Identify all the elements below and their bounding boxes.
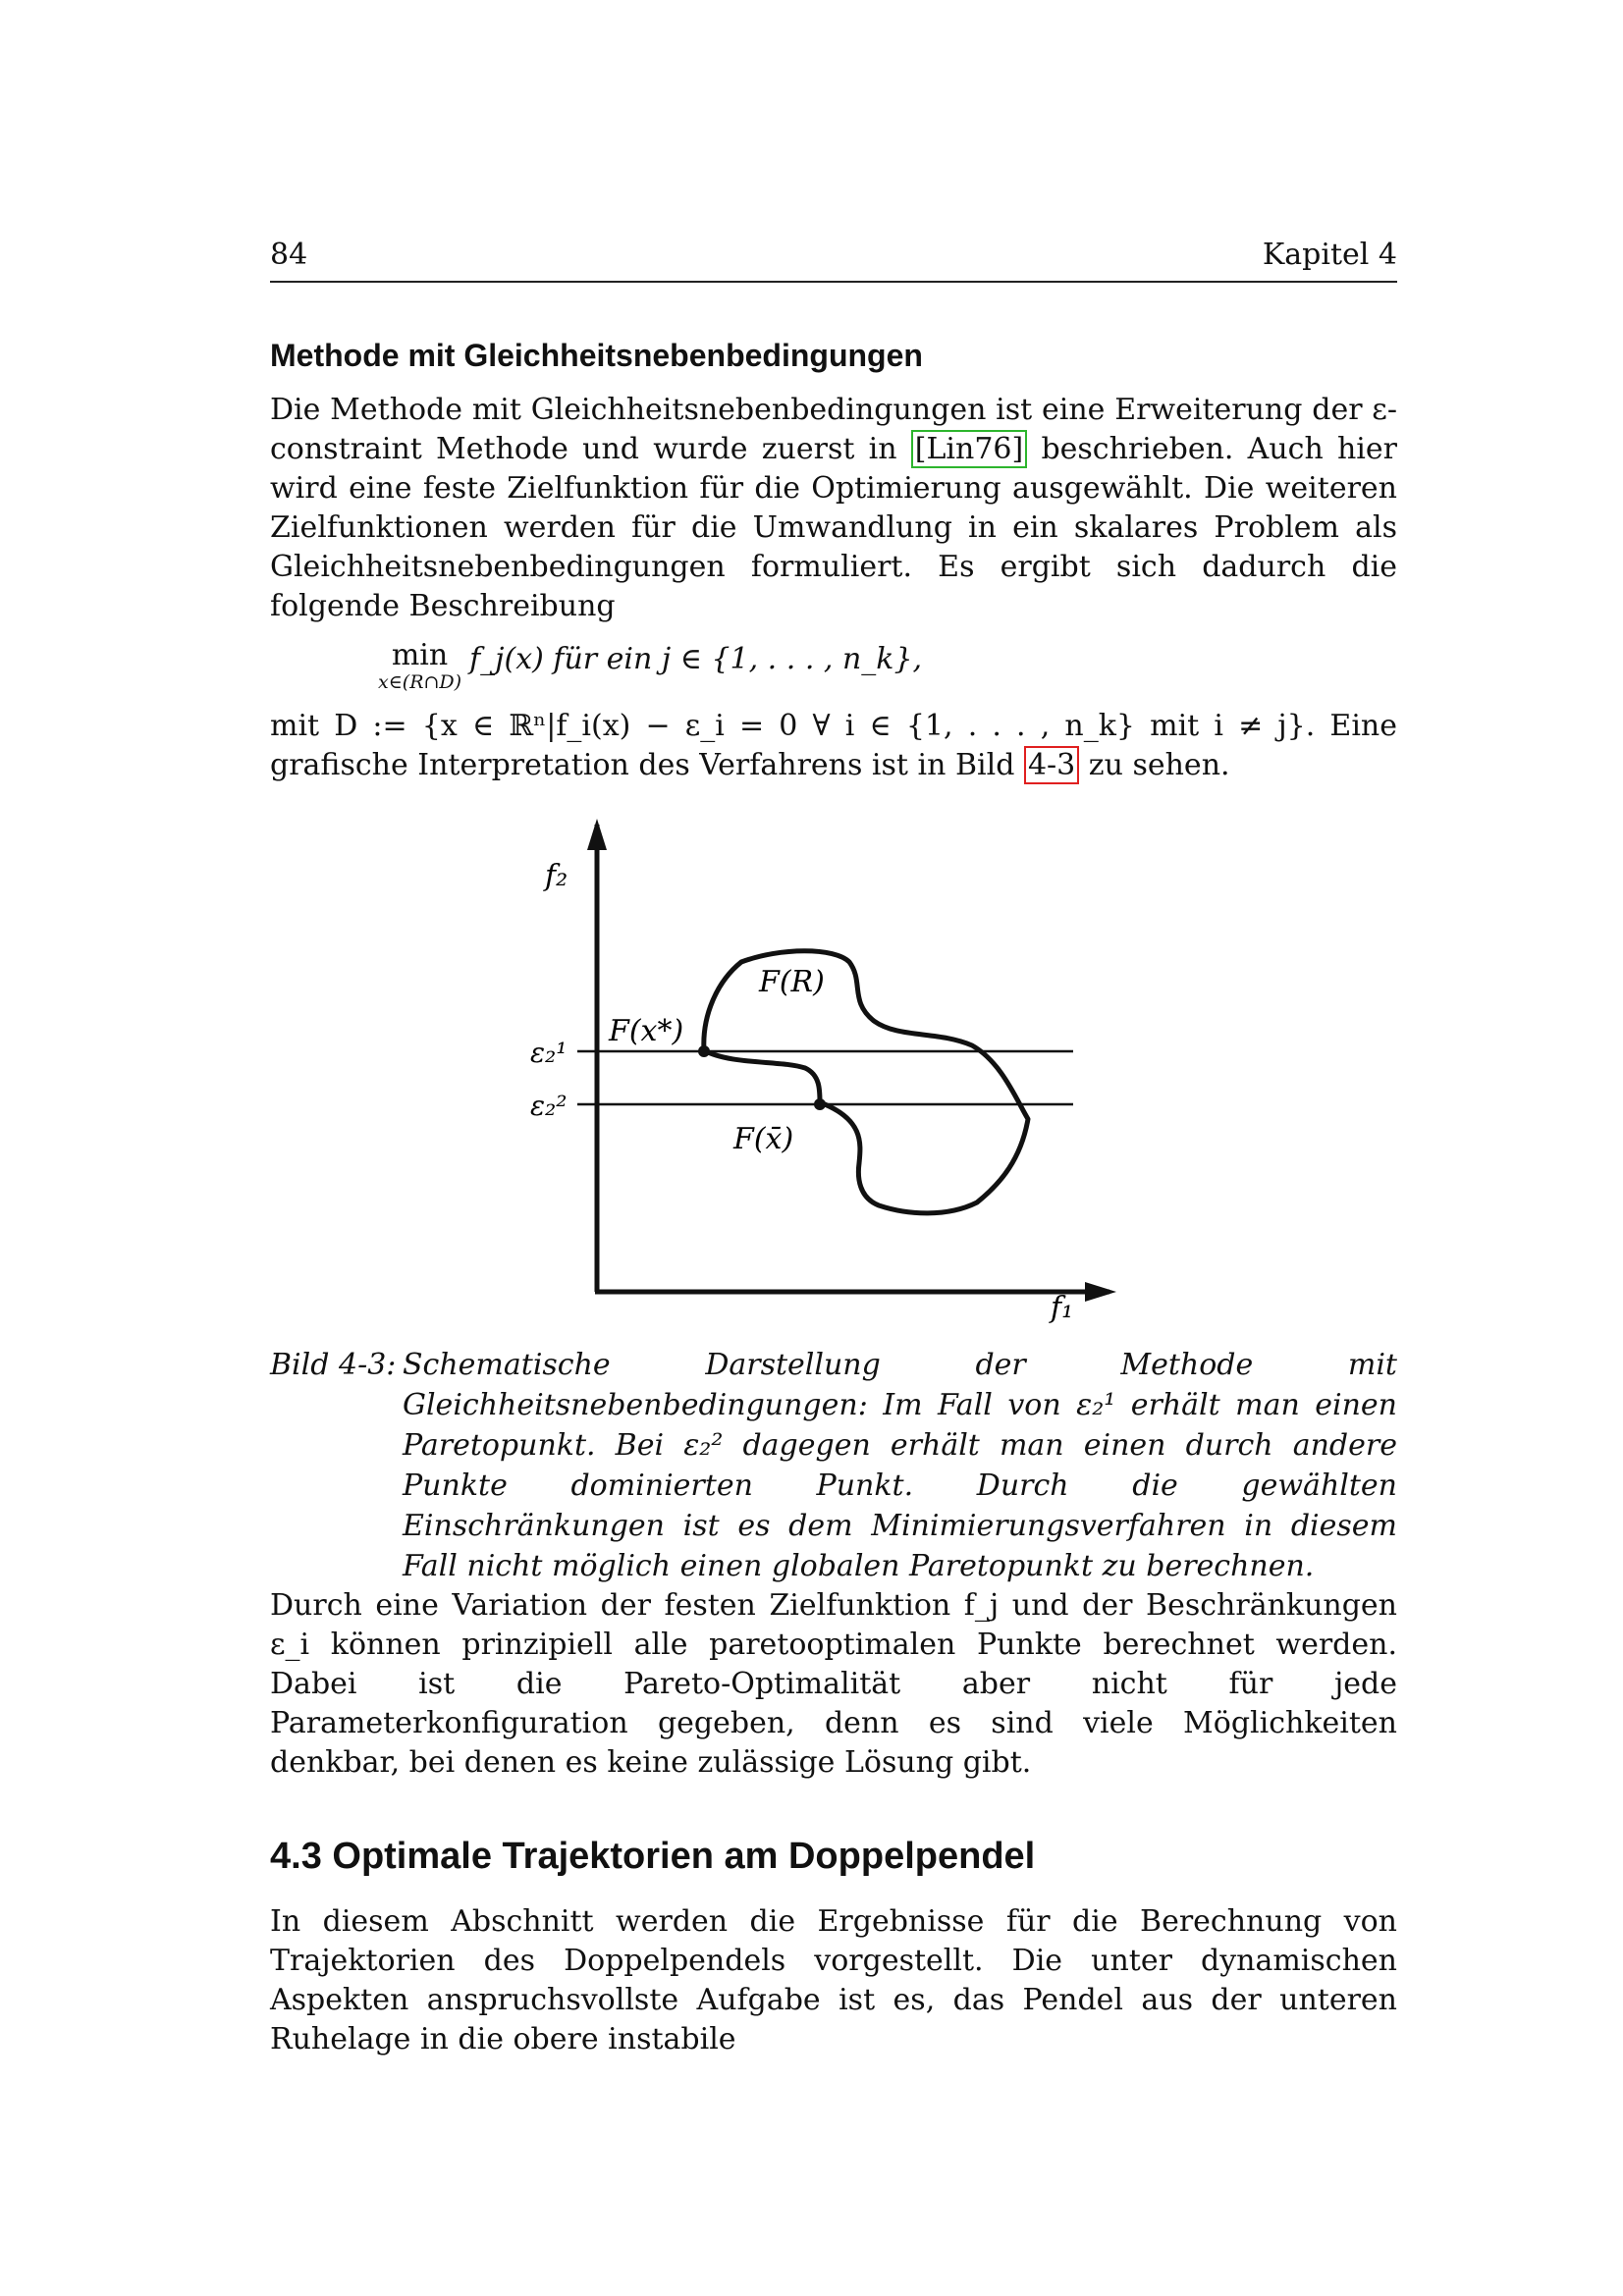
paragraph-3: Durch eine Variation der festen Zielfunktion f_j und der Beschränkungen ε_i können prinzipiell alle paretooptimalen Punkte berechnet werden. Dabei ist die Pareto-Optimalität aber nicht für jede Parameterkonfiguration gegeben, denn es sind viele Möglichkeiten denkbar, bei denen es keine zulässige Lösung gibt.: [270, 1588, 1397, 1780]
point-bar-label: F(x̄): [733, 1122, 794, 1156]
figure-caption: [270, 1345, 1397, 1586]
formula: [378, 640, 1397, 693]
paragraph-1: [270, 391, 1397, 626]
y-axis-arrow: [587, 819, 607, 850]
paragraph-1-text-b: beschrieben. Auch hier wird eine feste Zielfunktion für die Optimierung ausgewählt. Die weiteren Zielfunktionen werden für die Umwandlung in ein skalares Problem als Gleichheitsnebenbedingungen formuliert. Es ergibt sich dadurch die folgende Beschreibung: [270, 432, 1397, 623]
epsilon-1-label: ε₂¹: [530, 1037, 568, 1069]
y-axis-label: f₂: [545, 859, 568, 893]
paragraph-2-text-b: zu sehen.: [1079, 748, 1230, 782]
pareto-point-marker: [698, 1045, 710, 1057]
header-rule: [270, 281, 1397, 283]
paragraph-1-text-a: Die Methode mit Gleichheitsnebenbedingungen ist eine Erweiterung der ε-constraint Methode und wurde zuerst in: [270, 393, 1397, 466]
page: [270, 236, 1397, 2059]
epsilon-2-label: ε₂²: [530, 1090, 568, 1122]
citation-link[interactable]: [Lin76]: [911, 430, 1027, 468]
figure-reference-link[interactable]: 4-3: [1024, 746, 1079, 784]
min-operator: [378, 640, 461, 693]
figure-diagram: [270, 805, 1397, 1335]
caption-label: Bild 4-3:: [270, 1348, 397, 1382]
subsection-title: Methode mit Gleichheitsnebenbedingungen: [270, 338, 923, 373]
running-head: [270, 236, 1397, 275]
min-subscript: x∈(R∩D): [378, 671, 462, 693]
feasible-region-curve: [704, 951, 1028, 1213]
point-star-label: F(x*): [609, 1014, 684, 1048]
min-symbol: min: [391, 638, 449, 672]
paragraph-2: [270, 707, 1397, 785]
figure-4-3: [270, 805, 1397, 1335]
paragraph-2-text-a: mit D := {x ∈ ℝⁿ|f_i(x) − ε_i = 0 ∀ i ∈ {1, . . . , n_k} mit i ≠ j}. Eine grafische Interpretation des Verfahrens ist in Bild: [270, 709, 1397, 782]
chapter-label: Kapitel 4: [1262, 238, 1397, 272]
region-label: F(R): [759, 965, 825, 999]
x-axis-arrow: [1085, 1282, 1116, 1302]
x-axis-label: f₁: [1051, 1291, 1074, 1325]
formula-body: f_j(x) für ein j ∈ {1, . . . , n_k},: [469, 642, 923, 676]
section-heading: 4.3 Optimale Trajektorien am Doppelpendel: [270, 1836, 1036, 1877]
dominated-point-marker: [814, 1098, 826, 1110]
paragraph-4: In diesem Abschnitt werden die Ergebnisse für die Berechnung von Trajektorien des Doppelpendels vorgestellt. Die unter dynamischen Aspekten anspruchsvollste Aufgabe ist es, das Pendel aus der unteren Ruhelage in die obere instabile: [270, 1904, 1397, 2056]
caption-text: Schematische Darstellung der Methode mit Gleichheitsnebenbedingungen: Im Fall von ε₂¹ erhält man einen Paretopunkt. Bei ε₂² dagegen erhält man einen durch andere Punkte dominierten Punkt. Durch die gewählten Einschränkungen ist es dem Minimierungsverfahren in diesem Fall nicht möglich einen globalen Paretopunkt zu berechnen.: [403, 1348, 1397, 1583]
page-number: 84: [270, 238, 308, 272]
